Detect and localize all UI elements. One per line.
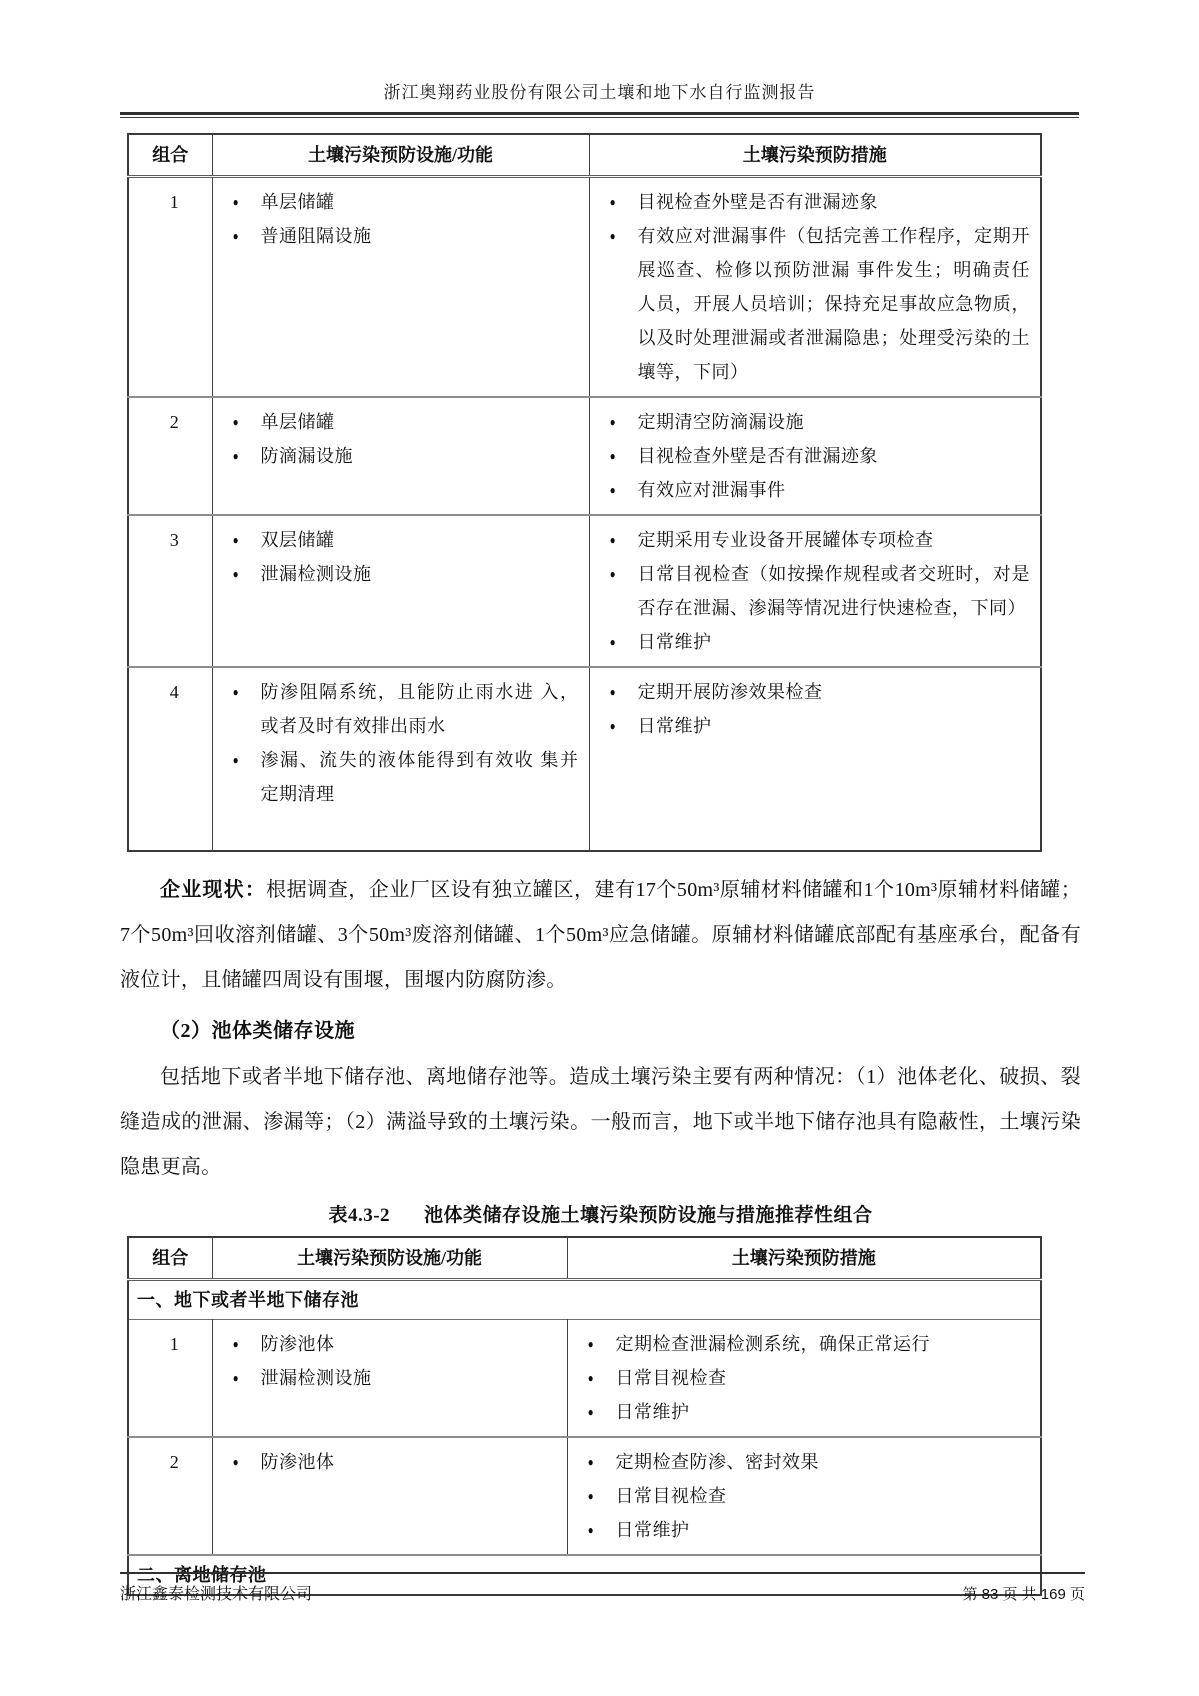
list-item: [231, 405, 579, 439]
list-item-text: 目视检查外壁是否有泄漏迹象: [637, 192, 878, 212]
combo-number: 2: [169, 1452, 179, 1472]
tank-combination-table: [127, 133, 1042, 852]
measure-cell: [567, 1320, 1041, 1438]
bullet-icon: ●: [609, 415, 616, 429]
list-item: [586, 1445, 1031, 1479]
bullet-icon: ●: [609, 635, 616, 649]
table-caption-title: 池体类储存设施土壤污染预防设施与措施推荐性组合: [424, 1205, 873, 1226]
footer-company: 浙江鑫泰检测技术有限公司: [120, 1586, 313, 1603]
measure-cell: [589, 515, 1041, 667]
list-item-text: 渗漏、流失的液体能得到有效收 集并定期清理: [260, 750, 579, 804]
table-header-row: [128, 134, 1041, 177]
table-row: [128, 667, 1041, 851]
bullet-icon: ●: [232, 685, 239, 699]
list-item: [608, 625, 1031, 659]
list-item-text: 日常目视检查（如按操作规程或者交班时，对是否存在泄漏、渗漏等情况进行快速检查，下同）: [637, 564, 1030, 618]
bullet-icon: ●: [232, 533, 239, 547]
column-header-combo: 组合: [128, 134, 212, 177]
list-item-text: 定期清空防滴漏设施: [637, 412, 804, 432]
bullet-icon: ●: [587, 1523, 594, 1537]
measure-cell: [589, 397, 1041, 515]
list-item: [586, 1513, 1031, 1547]
list-item: [608, 439, 1031, 473]
list-item-text: 有效应对泄漏事件（包括完善工作程序，定期开展巡查、检修以预防泄漏 事件发生；明确责任人员，开展人员培训；保持充足事故应急物质，以及时处理泄漏或者泄漏隐患；处理受污染的土壤等，下同）: [637, 226, 1030, 382]
bullet-icon: ●: [232, 415, 239, 429]
facility-cell: [212, 667, 589, 851]
bullet-icon: ●: [609, 449, 616, 463]
list-item: [231, 523, 579, 557]
list-item: [586, 1361, 1031, 1395]
bullet-icon: ●: [587, 1371, 594, 1385]
bullet-icon: ●: [609, 229, 616, 243]
table-row: [128, 515, 1041, 667]
list-item: [231, 675, 579, 743]
status-paragraph: [120, 868, 1081, 1003]
bullet-icon: ●: [232, 1371, 239, 1385]
bullet-icon: ●: [232, 567, 239, 581]
page-header: [0, 0, 1199, 118]
status-label: 企业现状：: [160, 879, 267, 901]
column-header-facility: 土壤污染预防设施/功能: [212, 134, 589, 177]
section-heading: （2）池体类储存设施: [160, 1020, 355, 1042]
list-item-text: 日常维护: [615, 1402, 690, 1422]
list-item-text: 日常维护: [615, 1520, 690, 1540]
header-divider: [120, 112, 1079, 118]
facility-cell: [212, 177, 589, 398]
combo-number: 4: [169, 682, 179, 702]
bullet-icon: ●: [232, 195, 239, 209]
list-item-text: 有效应对泄漏事件: [637, 480, 786, 500]
bullet-icon: ●: [232, 753, 239, 767]
list-item: [608, 405, 1031, 439]
bullet-icon: ●: [609, 567, 616, 581]
list-item-text: 日常目视检查: [615, 1368, 727, 1388]
facility-cell: [212, 397, 589, 515]
facility-cell: [212, 515, 589, 667]
list-item-text: 防渗池体: [260, 1452, 335, 1472]
list-item-text: 单层储罐: [260, 412, 335, 432]
pool-combination-table: [127, 1236, 1042, 1596]
bullet-icon: ●: [609, 533, 616, 547]
list-item-text: 定期检查防渗、密封效果: [615, 1452, 819, 1472]
list-item: [608, 709, 1031, 743]
list-item: [608, 557, 1031, 625]
list-item: [231, 219, 579, 253]
facility-cell: [212, 1437, 567, 1555]
bullet-icon: ●: [587, 1455, 594, 1469]
list-item: [231, 1327, 557, 1361]
column-header-facility: 土壤污染预防设施/功能: [212, 1237, 567, 1280]
list-item: [608, 473, 1031, 507]
list-item: [586, 1479, 1031, 1513]
list-item-text: 防滴漏设施: [260, 446, 353, 466]
list-item-text: 泄漏检测设施: [260, 1368, 372, 1388]
section-paragraph: 包括地下或者半地下储存池、离地储存池等。造成土壤污染主要有两种情况：（1）池体老化、破损、裂缝造成的泄漏、渗漏等；（2）满溢导致的土壤污染。一般而言，地下或半地下储存池具有隐蔽性，土壤污染隐患更高。: [120, 1066, 1081, 1178]
list-item-text: 单层储罐: [260, 192, 335, 212]
section-row-underground: [128, 1280, 1041, 1320]
list-item-text: 泄漏检测设施: [260, 564, 372, 584]
combo-number: 1: [169, 1334, 179, 1354]
list-item: [608, 219, 1031, 389]
list-item: [586, 1395, 1031, 1429]
measure-cell: [567, 1437, 1041, 1555]
bullet-icon: ●: [609, 719, 616, 733]
bullet-icon: ●: [609, 685, 616, 699]
list-item-text: 双层储罐: [260, 530, 335, 550]
table-row: [128, 177, 1041, 398]
bullet-icon: ●: [587, 1405, 594, 1419]
table-caption-number: 表4.3-2: [328, 1205, 391, 1226]
table-row: [128, 1437, 1041, 1555]
measure-cell: [589, 667, 1041, 851]
list-item-text: 日常维护: [637, 632, 712, 652]
combo-number: 2: [169, 412, 179, 432]
bullet-icon: ●: [232, 1337, 239, 1351]
column-header-combo: 组合: [128, 1237, 212, 1280]
page-body: [0, 133, 1199, 1596]
list-item: [586, 1327, 1031, 1361]
list-item: [231, 1361, 557, 1395]
status-text: 根据调查，企业厂区设有独立罐区，建有17个50m³原辅材料储罐和1个10m³原辅材料储罐；7个50m³回收溶剂储罐、3个50m³废溶剂储罐、1个50m³应急储罐。原辅材料储罐底部配有基座承台，配备有液位计，且储罐四周设有围堰，围堰内防腐防渗。: [120, 879, 1082, 991]
list-item-text: 普通阻隔设施: [260, 226, 372, 246]
list-item-text: 定期检查泄漏检测系统，确保正常运行: [615, 1334, 930, 1354]
list-item-text: 日常目视检查: [615, 1486, 727, 1506]
list-item: [231, 185, 579, 219]
section-row-label: 二、离地储存池: [137, 1565, 267, 1585]
list-item: [608, 185, 1031, 219]
list-item: [608, 675, 1031, 709]
table-caption: [120, 1200, 1081, 1232]
list-item-text: 定期开展防渗效果检查: [637, 682, 823, 702]
bullet-icon: ●: [609, 483, 616, 497]
list-item: [231, 557, 579, 591]
bullet-icon: ●: [587, 1337, 594, 1351]
combo-number: 3: [169, 530, 179, 550]
list-item: [231, 439, 579, 473]
list-item: [231, 743, 579, 811]
bullet-icon: ●: [232, 1455, 239, 1469]
list-item: [608, 523, 1031, 557]
measure-cell: [589, 177, 1041, 398]
table-row: [128, 1320, 1041, 1438]
bullet-icon: ●: [232, 449, 239, 463]
list-item: [231, 1445, 557, 1479]
footer-page-number: 第 83 页 共 169 页: [962, 1586, 1085, 1603]
bullet-icon: ●: [609, 195, 616, 209]
list-item-text: 防渗阻隔系统，且能防止雨水进 入，或者及时有效排出雨水: [260, 682, 579, 736]
page-footer: [120, 1572, 1085, 1604]
list-item-text: 目视检查外壁是否有泄漏迹象: [637, 446, 878, 466]
facility-cell: [212, 1320, 567, 1438]
column-header-measure: 土壤污染预防措施: [589, 134, 1041, 177]
list-item-text: 定期采用专业设备开展罐体专项检查: [637, 530, 934, 550]
bullet-icon: ●: [232, 229, 239, 243]
list-item-text: 防渗池体: [260, 1334, 335, 1354]
combo-number: 1: [169, 192, 179, 212]
table-row: [128, 397, 1041, 515]
section-row-label: 一、地下或者半地下储存池: [137, 1290, 359, 1310]
bullet-icon: ●: [587, 1489, 594, 1503]
list-item-text: 日常维护: [637, 716, 712, 736]
table-header-row: [128, 1237, 1041, 1280]
report-title: 浙江奥翔药业股份有限公司土壤和地下水自行监测报告: [383, 83, 816, 102]
column-header-measure: 土壤污染预防措施: [567, 1237, 1041, 1280]
